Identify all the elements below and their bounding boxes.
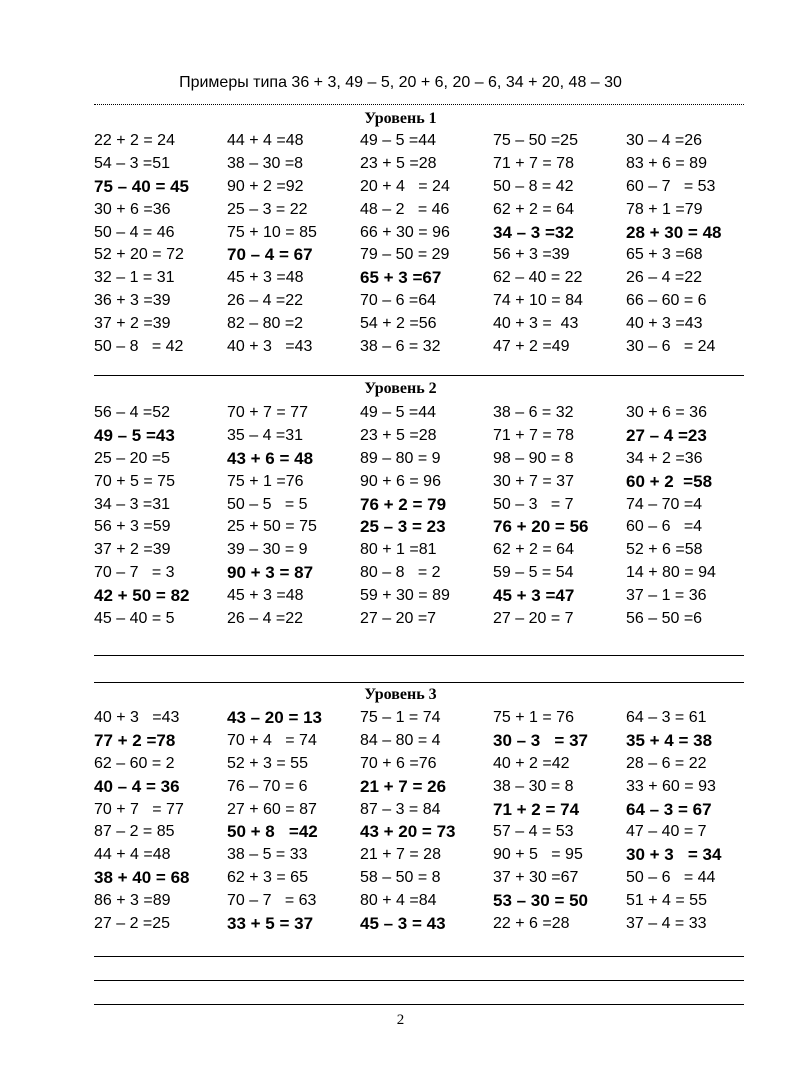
answer-line	[94, 1004, 744, 1005]
example: 74 + 10 = 84	[493, 291, 583, 309]
example: 52 + 6 =58	[626, 541, 703, 559]
example: 75 + 1 = 76	[493, 709, 574, 727]
example-row	[94, 198, 774, 221]
example: 70 + 7 = 77	[227, 404, 308, 422]
example-bold: 45 + 3 =47	[493, 585, 575, 605]
example: 57 – 4 = 53	[493, 823, 574, 841]
example: 83 + 6 = 89	[626, 155, 707, 173]
example-bold: 76 + 2 = 79	[360, 494, 447, 514]
example-row	[94, 335, 774, 358]
example: 62 + 2 = 64	[493, 541, 574, 559]
example: 70 – 7 = 63	[227, 891, 317, 909]
example-bold: 49 – 5 =43	[94, 426, 175, 446]
example: 44 + 4 =48	[94, 846, 171, 864]
example-bold: 71 + 2 = 74	[493, 799, 580, 819]
divider-line	[94, 682, 744, 683]
level-3-title: Уровень 3	[364, 686, 437, 703]
example-bold: 38 + 40 = 68	[94, 867, 190, 887]
example-row	[94, 798, 774, 821]
example: 22 + 6 =28	[493, 914, 570, 932]
example: 90 + 6 = 96	[360, 472, 441, 490]
example: 75 – 1 = 74	[360, 709, 441, 727]
example: 40 + 2 =42	[493, 754, 570, 772]
example-bold: 43 + 6 = 48	[227, 448, 314, 468]
example-row	[94, 244, 774, 267]
example: 87 – 3 = 84	[360, 800, 441, 818]
example: 44 + 4 =48	[227, 132, 304, 150]
example: 45 – 40 = 5	[94, 609, 175, 627]
example: 47 + 2 =49	[493, 337, 570, 355]
example-row	[94, 176, 774, 199]
example: 39 – 30 = 9	[227, 541, 308, 559]
example-bold: 33 + 5 = 37	[227, 913, 314, 933]
example-bold: 60 + 2 =58	[626, 471, 713, 491]
example: 56 + 3 =39	[493, 246, 570, 264]
example: 34 – 3 =31	[94, 495, 171, 513]
example-row	[94, 867, 774, 890]
example: 56 – 4 =52	[94, 404, 171, 422]
example-bold: 70 – 4 = 67	[227, 245, 313, 265]
example-row	[94, 493, 774, 516]
example-row	[94, 539, 774, 562]
example: 38 – 30 = 8	[493, 777, 574, 795]
example: 48 – 2 = 46	[360, 200, 450, 218]
example-row	[94, 775, 774, 798]
example: 75 – 50 =25	[493, 132, 578, 150]
example-row	[94, 912, 774, 935]
level-1-title: Уровень 1	[364, 110, 437, 127]
example: 38 – 6 = 32	[493, 404, 574, 422]
example-bold: 34 – 3 =32	[493, 222, 574, 242]
example: 59 + 30 = 89	[360, 586, 450, 604]
example-bold: 75 – 40 = 45	[94, 176, 190, 196]
example: 35 – 4 =31	[227, 427, 304, 445]
example: 70 + 7 = 77	[94, 800, 184, 818]
example-row	[94, 821, 774, 844]
example: 25 – 20 =5	[94, 449, 171, 467]
example: 52 + 3 = 55	[227, 754, 308, 772]
example: 50 – 5 = 5	[227, 495, 308, 513]
example: 34 + 2 =36	[626, 449, 703, 467]
example: 40 + 3 =43	[94, 709, 180, 727]
example: 27 – 2 =25	[94, 914, 171, 932]
example-row	[94, 312, 774, 335]
example-bold: 77 + 2 =78	[94, 731, 176, 751]
example: 62 + 3 = 65	[227, 868, 308, 886]
example: 30 + 6 =36	[94, 200, 171, 218]
example: 70 + 5 = 75	[94, 472, 175, 490]
example: 80 – 8 = 2	[360, 563, 441, 581]
example: 36 + 3 =39	[94, 291, 171, 309]
example: 49 – 5 =44	[360, 404, 437, 422]
example: 30 + 6 = 36	[626, 404, 707, 422]
example-bold: 21 + 7 = 26	[360, 776, 447, 796]
example: 50 – 8 = 42	[493, 177, 574, 195]
example: 60 – 6 =4	[626, 518, 703, 536]
example: 65 + 3 =68	[626, 246, 703, 264]
example: 62 – 40 = 22	[493, 269, 583, 287]
example-bold: 30 – 3 = 37	[493, 731, 588, 751]
example: 40 + 3 = 43	[493, 314, 579, 332]
example-row	[94, 221, 774, 244]
example: 32 – 1 = 31	[94, 269, 175, 287]
example-bold: 90 + 3 = 87	[227, 562, 314, 582]
example: 66 + 30 = 96	[360, 223, 450, 241]
example: 75 + 10 = 85	[227, 223, 317, 241]
example-bold: 40 – 4 = 36	[94, 776, 180, 796]
example-bold: 28 + 30 = 48	[626, 222, 722, 242]
example-bold: 65 + 3 =67	[360, 268, 442, 288]
example: 58 – 50 = 8	[360, 868, 441, 886]
example: 50 – 3 = 7	[493, 495, 574, 513]
example-bold: 64 – 3 = 67	[626, 799, 712, 819]
example: 75 + 1 =76	[227, 472, 304, 490]
level-3-grid	[94, 707, 774, 935]
dotted-divider	[94, 104, 744, 105]
example-row	[94, 562, 774, 585]
example: 30 + 7 = 37	[493, 472, 574, 490]
example: 59 – 5 = 54	[493, 563, 574, 581]
example: 40 + 3 =43	[626, 314, 703, 332]
example: 38 – 6 = 32	[360, 337, 441, 355]
example: 38 – 5 = 33	[227, 846, 308, 864]
example-row	[94, 402, 774, 425]
example: 28 – 6 = 22	[626, 754, 707, 772]
example: 86 + 3 =89	[94, 891, 171, 909]
example: 49 – 5 =44	[360, 132, 437, 150]
example: 89 – 80 = 9	[360, 449, 441, 467]
example: 47 – 40 = 7	[626, 823, 707, 841]
example-row	[94, 290, 774, 313]
example: 51 + 4 = 55	[626, 891, 707, 909]
level-1-grid	[94, 130, 774, 358]
example-row	[94, 267, 774, 290]
example: 25 – 3 = 22	[227, 200, 308, 218]
example-row	[94, 130, 774, 153]
example: 45 + 3 =48	[227, 269, 304, 287]
example-row	[94, 516, 774, 539]
example-row	[94, 425, 774, 448]
example: 30 – 6 = 24	[626, 337, 716, 355]
example: 76 – 70 = 6	[227, 777, 308, 795]
answer-line	[94, 655, 744, 656]
example: 54 + 2 =56	[360, 314, 437, 332]
example: 70 + 4 = 74	[227, 732, 317, 750]
example-row	[94, 753, 774, 776]
example: 60 – 7 = 53	[626, 177, 716, 195]
example: 37 + 2 =39	[94, 314, 171, 332]
example: 84 – 80 = 4	[360, 732, 441, 750]
example: 37 – 1 = 36	[626, 586, 707, 604]
example: 70 – 7 = 3	[94, 563, 175, 581]
example-bold: 43 – 20 = 13	[227, 708, 323, 728]
example-bold: 53 – 30 = 50	[493, 890, 589, 910]
example: 45 + 3 =48	[227, 586, 304, 604]
example: 22 + 2 = 24	[94, 132, 175, 150]
example-row	[94, 607, 774, 630]
example: 27 – 20 = 7	[493, 609, 574, 627]
example: 26 – 4 =22	[626, 269, 703, 287]
example: 25 + 50 = 75	[227, 518, 317, 536]
example: 20 + 4 = 24	[360, 177, 450, 195]
example: 26 – 4 =22	[227, 291, 304, 309]
example-row	[94, 584, 774, 607]
example: 80 + 4 =84	[360, 891, 437, 909]
divider-line	[94, 375, 744, 376]
example: 33 + 60 = 93	[626, 777, 716, 795]
example-row	[94, 153, 774, 176]
example: 52 + 20 = 72	[94, 246, 184, 264]
example: 27 – 20 =7	[360, 609, 437, 627]
example-bold: 50 + 8 =42	[227, 822, 318, 842]
level-2-grid	[94, 402, 774, 630]
page-number: 2	[396, 1012, 405, 1028]
example: 38 – 30 =8	[227, 155, 304, 173]
example-row	[94, 707, 774, 730]
example: 50 – 8 = 42	[94, 337, 184, 355]
example-bold: 45 – 3 = 43	[360, 913, 446, 933]
example: 71 + 7 = 78	[493, 155, 574, 173]
example: 79 – 50 = 29	[360, 246, 450, 264]
example-row	[94, 448, 774, 471]
example: 21 + 7 = 28	[360, 846, 441, 864]
example-bold: 35 + 4 = 38	[626, 731, 713, 751]
example: 30 – 4 =26	[626, 132, 703, 150]
example-row	[94, 844, 774, 867]
example: 87 – 2 = 85	[94, 823, 175, 841]
example: 50 – 6 = 44	[626, 868, 716, 886]
example-bold: 27 – 4 =23	[626, 426, 707, 446]
example-row	[94, 889, 774, 912]
example: 98 – 90 = 8	[493, 449, 574, 467]
example: 62 – 60 = 2	[94, 754, 175, 772]
example: 37 – 4 = 33	[626, 914, 707, 932]
example: 70 + 6 =76	[360, 754, 437, 772]
example: 56 – 50 =6	[626, 609, 703, 627]
example-bold: 76 + 20 = 56	[493, 517, 589, 537]
example: 27 + 60 = 87	[227, 800, 317, 818]
example: 78 + 1 =79	[626, 200, 703, 218]
example: 14 + 80 = 94	[626, 563, 716, 581]
example: 66 – 60 = 6	[626, 291, 707, 309]
example: 23 + 5 =28	[360, 427, 437, 445]
example: 80 + 1 =81	[360, 541, 437, 559]
example: 40 + 3 =43	[227, 337, 313, 355]
level-2-title: Уровень 2	[364, 380, 437, 397]
example: 90 + 2 =92	[227, 177, 304, 195]
example: 64 – 3 = 61	[626, 709, 707, 727]
example-bold: 25 – 3 = 23	[360, 517, 446, 537]
answer-line	[94, 956, 744, 957]
answer-line	[94, 980, 744, 981]
example: 26 – 4 =22	[227, 609, 304, 627]
example: 37 + 30 =67	[493, 868, 579, 886]
example-bold: 42 + 50 = 82	[94, 585, 190, 605]
example: 54 – 3 =51	[94, 155, 171, 173]
example: 74 – 70 =4	[626, 495, 703, 513]
example: 82 – 80 =2	[227, 314, 304, 332]
example: 37 + 2 =39	[94, 541, 171, 559]
example-row	[94, 730, 774, 753]
example-row	[94, 470, 774, 493]
example: 62 + 2 = 64	[493, 200, 574, 218]
example: 90 + 5 = 95	[493, 846, 583, 864]
example-bold: 30 + 3 = 34	[626, 845, 722, 865]
example: 56 + 3 =59	[94, 518, 171, 536]
example-bold: 43 + 20 = 73	[360, 822, 456, 842]
page-title: Примеры типа 36 + 3, 49 – 5, 20 + 6, 20 – 6, 34 + 20, 48 – 30	[179, 74, 622, 91]
example: 23 + 5 =28	[360, 155, 437, 173]
example: 50 – 4 = 46	[94, 223, 175, 241]
example: 71 + 7 = 78	[493, 427, 574, 445]
example: 70 – 6 =64	[360, 291, 437, 309]
